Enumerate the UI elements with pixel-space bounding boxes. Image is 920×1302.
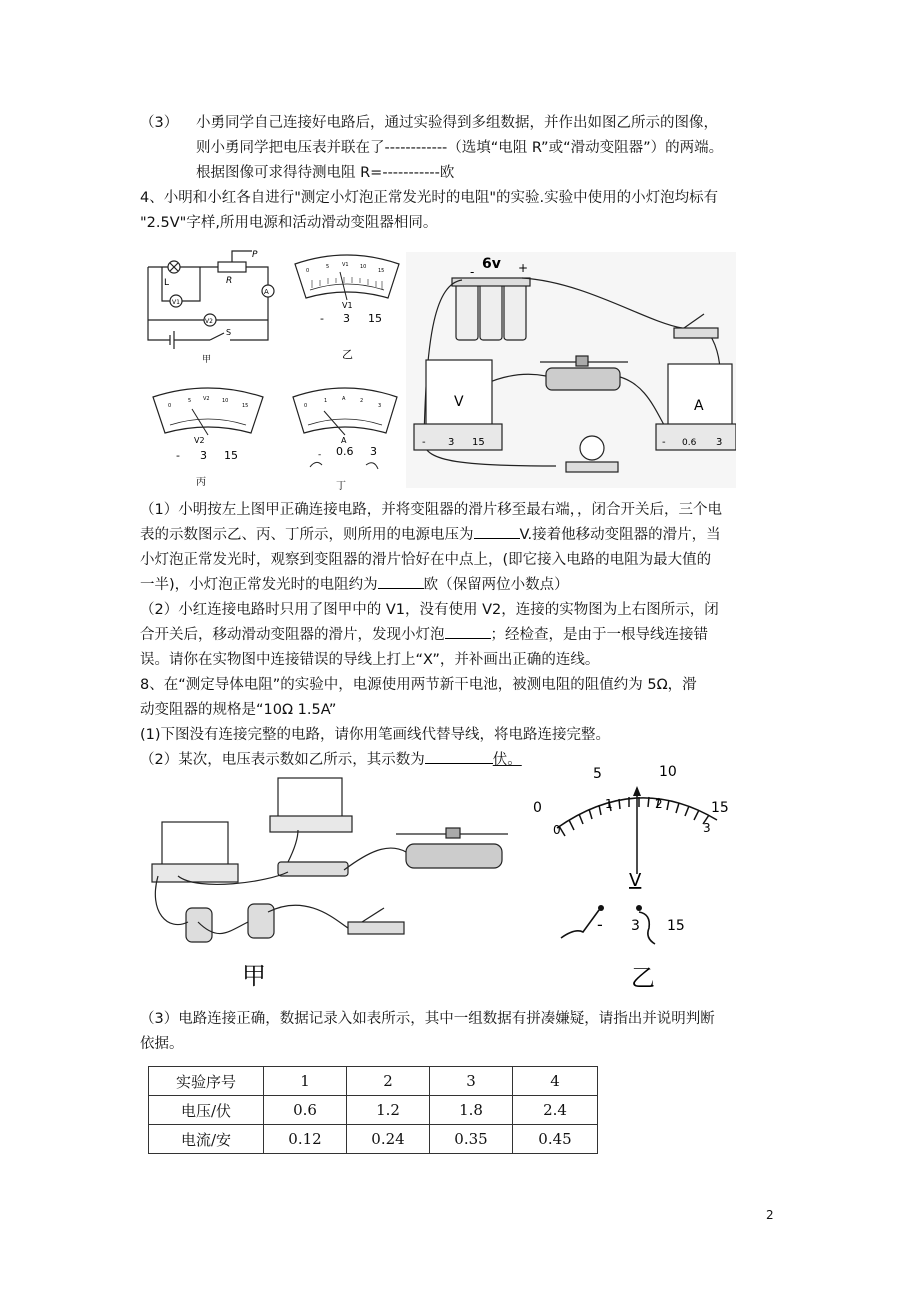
terminal: 3: [200, 449, 207, 462]
terminal: 3: [716, 437, 723, 448]
tick-top: 0: [533, 800, 542, 816]
text: 表的示数图示乙、丙、丁所示，则所用的电源电压为: [140, 527, 474, 543]
terminal: -: [662, 437, 666, 448]
caption-yi: 乙: [342, 348, 353, 361]
q3-line3: 根据图像可求得待测电阻 R=-----------欧: [196, 165, 455, 181]
meter-ding: [288, 383, 403, 498]
header-cell: 1: [264, 1067, 347, 1096]
table-row: [149, 1096, 598, 1125]
q4-sub1-a: （1）小明按左上图甲正确连接电路，并将变阻器的滑片移至最右端，，闭合开关后，三个电: [140, 502, 722, 518]
q4-sub2-c: 误。请你在实物图中连接错误的导线上打上“X”，并补画出正确的连线。: [140, 652, 600, 668]
caption-jia-2: 甲: [242, 962, 266, 990]
meter-name: V1: [342, 301, 353, 310]
meter-bing: [148, 383, 268, 493]
header-cell: 实验序号: [149, 1067, 264, 1096]
page-number: 2: [766, 1208, 774, 1222]
tick: 10: [222, 398, 229, 404]
tick: 5: [188, 398, 192, 404]
tick: V2: [203, 396, 210, 402]
caption-yi-2: 乙: [631, 964, 655, 992]
label-L: L: [164, 278, 170, 288]
tick-bottom: 2: [655, 797, 663, 811]
q8-sub3-a: （3）电路连接正确，数据记录入如表所示，其中一组数据有拼凑嫌疑，请指出并说明判断: [140, 1011, 715, 1027]
header-cell: 4: [513, 1067, 598, 1096]
battery-label: 6v: [482, 256, 501, 272]
table-cell: 1.8: [430, 1096, 513, 1125]
caption-ding: 丁: [336, 481, 346, 492]
terminal: 0.6: [682, 438, 697, 448]
answer-blank[interactable]: [378, 574, 424, 589]
tick: 3: [378, 403, 382, 409]
tick: 5: [326, 264, 330, 270]
label-P: P: [252, 250, 258, 260]
text: 伏。: [492, 752, 522, 768]
voltmeter-yi: [527, 762, 732, 1002]
terminal: 3: [448, 437, 455, 448]
table-header-row: [149, 1067, 598, 1096]
table-cell: 0.35: [430, 1125, 513, 1154]
terminal: 3: [370, 445, 377, 458]
terminal: -: [422, 437, 426, 448]
tick: 1: [324, 398, 328, 404]
tick: 15: [378, 268, 385, 274]
label-V1: V1: [172, 299, 180, 306]
q8-sub3-b: 依据。: [140, 1036, 184, 1052]
tick: 0: [168, 403, 172, 409]
answer-blank[interactable]: [474, 524, 520, 539]
battery-plus: +: [518, 261, 529, 275]
terminal: 0.6: [336, 445, 354, 458]
label-V2: V2: [205, 318, 213, 325]
table-cell: 0.45: [513, 1125, 598, 1154]
q8-sub1: (1)下图没有连接完整的电路，请你用笔画线代替导线，将电路连接完整。: [140, 727, 611, 743]
table-cell: 2.4: [513, 1096, 598, 1125]
ammeter-A: A: [694, 398, 704, 414]
tick: 0: [304, 403, 308, 409]
q8-line2: 动变阻器的规格是“10Ω 1.5A”: [140, 702, 337, 718]
q4-sub2-a: （2）小红连接电路时只用了图甲中的 V1，没有使用 V2，连接的实物图为上右图所示，闭: [140, 602, 719, 618]
terminal: -: [176, 449, 180, 462]
data-table: [148, 1066, 598, 1154]
meter-name: V: [629, 870, 642, 891]
text: ；经检查，是由于一根导线连接错: [490, 627, 708, 643]
text: V.接着他移动变阻器的滑片，当: [519, 527, 721, 543]
caption-bing: 丙: [196, 477, 206, 488]
q4-sub1-b: [140, 522, 721, 548]
label-A: A: [264, 288, 269, 296]
label-S: S: [226, 328, 232, 337]
q3-line1: 小勇同学自己连接好电路后，通过实验得到多组数据，并作出如图乙所示的图像，: [196, 115, 718, 131]
text: 合开关后，移动滑动变阻器的滑片，发现小灯泡: [140, 627, 445, 643]
tick: 10: [360, 264, 367, 270]
tick-top: 5: [593, 766, 602, 782]
header-cell: 2: [347, 1067, 430, 1096]
apparatus-figure-1: [406, 252, 736, 488]
q3-label: （3）: [140, 115, 179, 131]
text: （2）某次，电压表示数如乙所示，其示数为: [140, 752, 425, 768]
caption-jia: 甲: [202, 355, 212, 365]
tick-bottom: 1: [605, 797, 613, 811]
voltmeter-V: V: [454, 394, 464, 410]
terminal: -: [597, 915, 603, 934]
tick-top: 10: [659, 764, 677, 780]
text: 欧（保留两位小数点）: [423, 577, 569, 593]
tick: A: [342, 396, 346, 402]
q4-sub2-b: [140, 622, 708, 648]
battery-minus: -: [470, 265, 475, 279]
apparatus-figure-2: [148, 772, 533, 1002]
table-row: [149, 1125, 598, 1154]
table-cell: 电流/安: [149, 1125, 264, 1154]
q4-sub1-c: 小灯泡正常发光时，观察到变阻器的滑片恰好在中点上，(即它接入电路的电阻为最大值的: [140, 552, 712, 568]
terminal: -: [318, 450, 322, 460]
table-cell: 0.12: [264, 1125, 347, 1154]
table-cell: 0.24: [347, 1125, 430, 1154]
terminal: 3: [631, 918, 640, 934]
table-cell: 0.6: [264, 1096, 347, 1125]
tick-bottom: 3: [703, 821, 711, 835]
terminal: 15: [224, 449, 238, 462]
meter-name: A: [341, 436, 347, 445]
q3-line2: 则小勇同学把电压表并联在了------------（选填“电阻 R”或“滑动变阻器”）的两端。: [196, 140, 724, 156]
tick: 15: [242, 403, 249, 409]
terminal: -: [320, 312, 324, 325]
header-cell: 3: [430, 1067, 513, 1096]
q8-line1: 8、在“测定导体电阻”的实验中，电源使用两节新干电池，被测电阻的阻值约为 5Ω，滑: [140, 677, 697, 693]
table-cell: 1.2: [347, 1096, 430, 1125]
answer-blank[interactable]: [425, 749, 493, 764]
tick-top: 15: [711, 800, 729, 816]
text: 一半)，小灯泡正常发光时的电阻约为: [140, 577, 378, 593]
terminal: 15: [368, 312, 382, 325]
tick: V1: [342, 262, 349, 268]
q8-sub2: [140, 747, 522, 773]
tick: 0: [306, 268, 310, 274]
terminal: 3: [343, 312, 350, 325]
tick: 2: [360, 398, 364, 404]
q4-line2: "2.5V"字样,所用电源和活动滑动变阻器相同。: [140, 215, 438, 231]
q4-line1: 4、小明和小红各自进行"测定小灯泡正常发光时的电阻"的实验.实验中使用的小灯泡均标有: [140, 190, 719, 206]
tick-bottom: 0: [553, 823, 561, 837]
circuit-diagram: [140, 245, 290, 365]
terminal: 15: [667, 918, 685, 934]
terminal: 15: [472, 437, 485, 448]
meter-name: V2: [194, 436, 205, 445]
table-cell: 电压/伏: [149, 1096, 264, 1125]
q4-sub1-d: [140, 572, 569, 598]
meter-yi: [290, 250, 405, 365]
label-R: R: [226, 276, 233, 286]
answer-blank[interactable]: [445, 624, 491, 639]
